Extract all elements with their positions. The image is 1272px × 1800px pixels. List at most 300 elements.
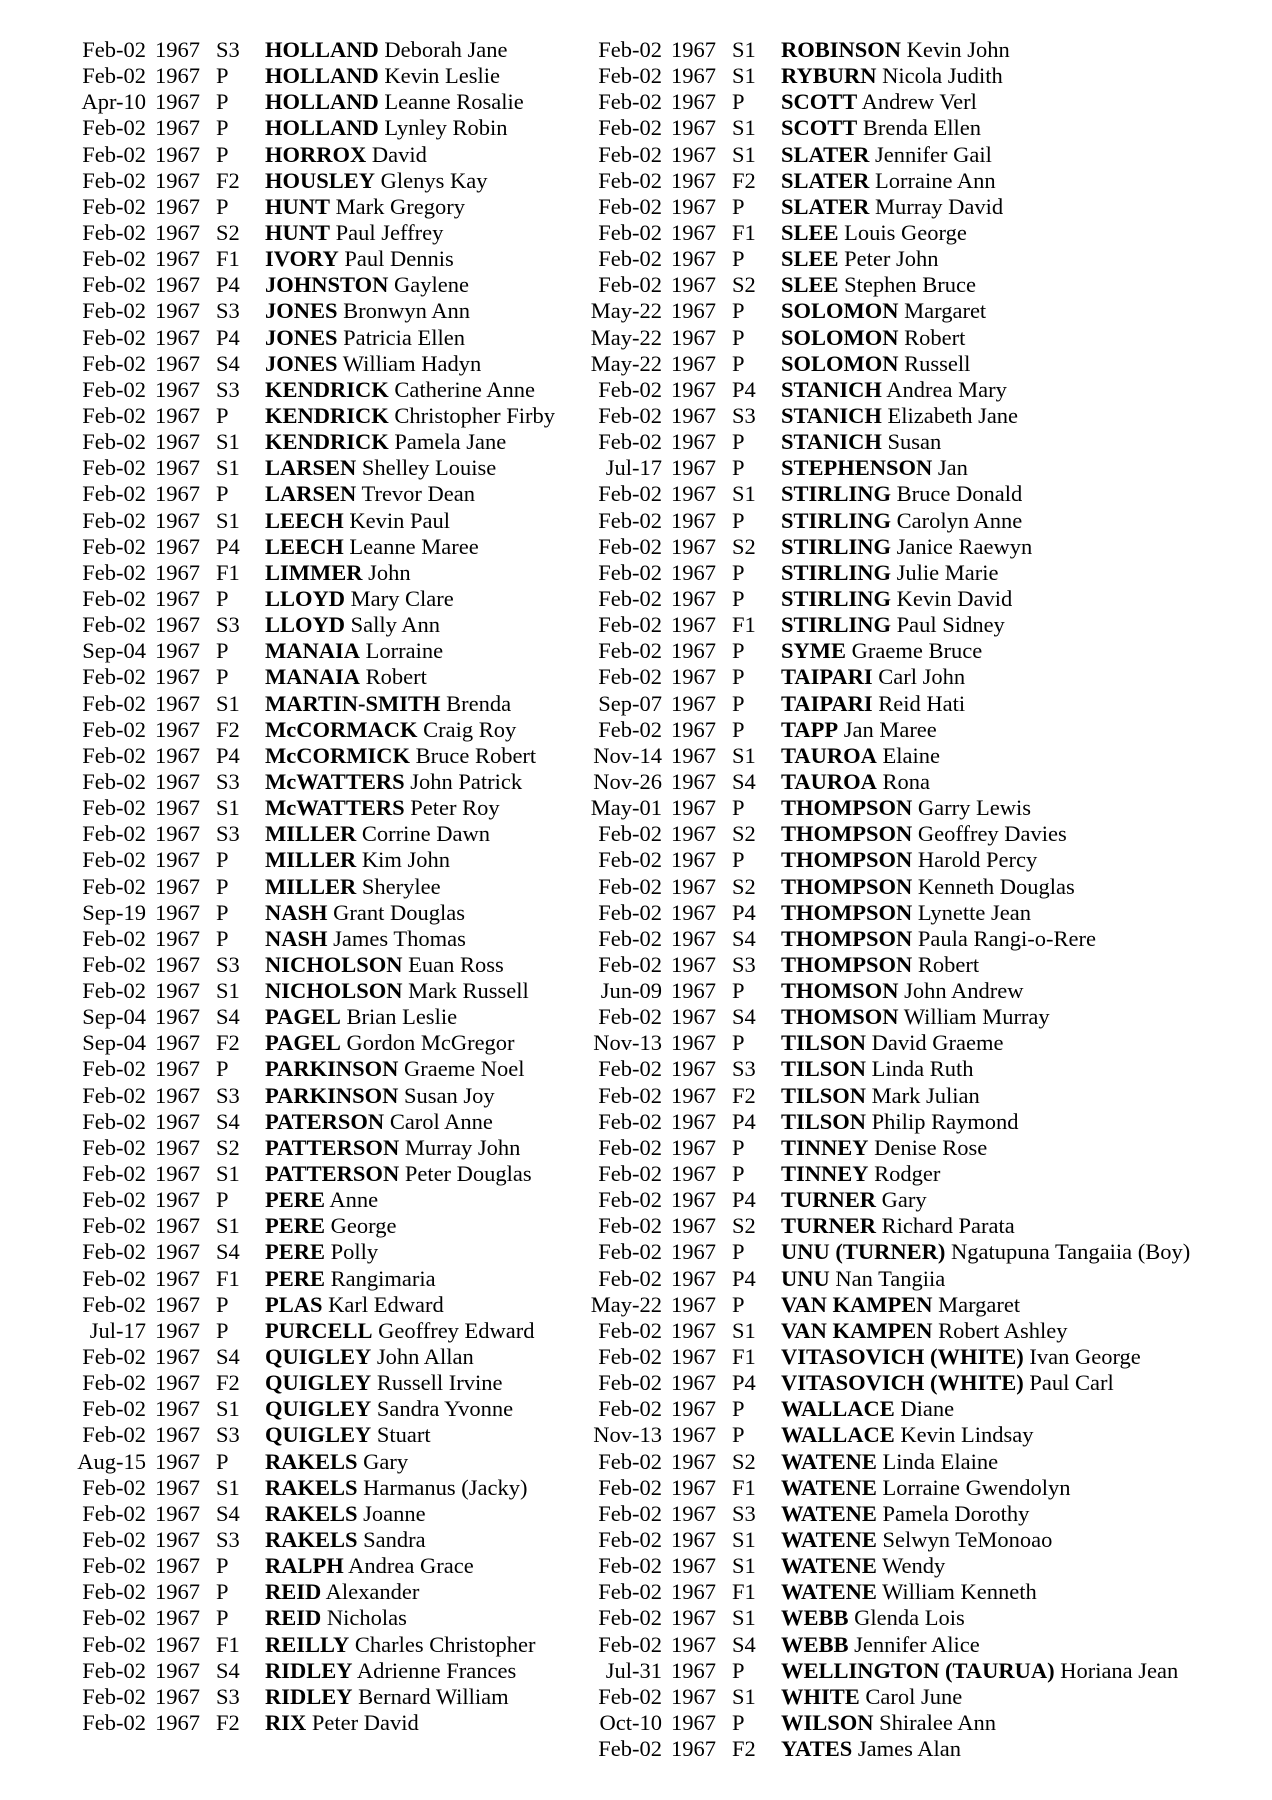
entry-date: Feb-02 <box>82 533 146 559</box>
entry-name <box>265 1344 474 1370</box>
entry-date: Feb-02 <box>82 1422 146 1448</box>
entry-surname: RAKELS <box>265 1527 358 1553</box>
entry-given-names: Sally Ann <box>350 612 441 638</box>
entry-class: S1 <box>732 37 756 62</box>
entry-name <box>265 115 508 141</box>
entry-class: S1 <box>216 507 240 533</box>
entry-year: 1967 <box>155 429 200 455</box>
entry-year: 1967 <box>155 1553 200 1579</box>
entry-name <box>265 63 500 89</box>
entry-given-names: Gary <box>363 1448 409 1474</box>
entry-date: Feb-02 <box>598 167 662 193</box>
entry-year: 1967 <box>155 1056 200 1082</box>
entry-class: F2 <box>216 1710 240 1735</box>
entry-class: S3 <box>732 402 756 428</box>
entry-name <box>265 246 454 272</box>
entry-year: 1967 <box>671 141 716 167</box>
entry-name <box>265 1239 378 1265</box>
entry-date: Feb-02 <box>598 141 662 167</box>
entry-class: P <box>732 350 745 376</box>
entry-given-names: Murray David <box>875 193 1004 219</box>
entry-year: 1967 <box>155 376 200 402</box>
entry-class: P <box>732 193 745 219</box>
entry-surname: WATENE <box>781 1474 877 1500</box>
entry-name <box>781 691 965 717</box>
entry-given-names: Kim John <box>361 847 451 873</box>
entry-surname: STEPHENSON <box>781 455 933 481</box>
entry-given-names: Peter Douglas <box>404 1161 532 1187</box>
entry-given-names: Kenneth Douglas <box>917 873 1075 899</box>
entry-given-names: Geoffrey Davies <box>917 821 1067 847</box>
entry-class: S1 <box>216 795 240 821</box>
entry-class: P <box>216 585 229 611</box>
entry-surname: MANAIA <box>265 664 360 690</box>
entry-year: 1967 <box>671 1710 716 1735</box>
entry-given-names: William Hadyn <box>342 350 482 376</box>
entry-name <box>265 298 470 324</box>
entry-year: 1967 <box>671 1030 716 1056</box>
entry-date: Feb-02 <box>598 1239 662 1265</box>
entry-year: 1967 <box>671 37 716 62</box>
entry-given-names: Euan Ross <box>408 951 504 977</box>
entry-name <box>265 847 450 873</box>
entry-surname: THOMPSON <box>781 951 913 977</box>
entry-class: P <box>216 1553 229 1579</box>
entry-surname: WHITE <box>781 1683 860 1709</box>
entry-year: 1967 <box>671 89 716 115</box>
entry-given-names: Robert <box>904 324 966 350</box>
entry-year: 1967 <box>671 1265 716 1291</box>
entry-surname: HORROX <box>265 141 367 167</box>
entry-class: S2 <box>732 533 756 559</box>
entry-name <box>781 1318 1067 1344</box>
entry-year: 1967 <box>155 899 200 925</box>
entry-year: 1967 <box>155 821 200 847</box>
entry-name <box>781 325 965 351</box>
entry-class: P <box>732 664 745 690</box>
entry-name <box>781 1161 940 1187</box>
entry-name <box>781 900 1031 926</box>
entry-year: 1967 <box>155 350 200 376</box>
entry-class: P <box>216 115 229 141</box>
entry-year: 1967 <box>671 664 716 690</box>
entry-surname: VAN KAMPEN <box>781 1291 933 1317</box>
entry-given-names: Catherine Anne <box>394 376 535 402</box>
entry-year: 1967 <box>671 742 716 768</box>
entry-class: S1 <box>216 429 240 455</box>
entry-surname: RIDLEY <box>265 1683 353 1709</box>
entry-given-names: Robert <box>917 951 980 977</box>
entry-year: 1967 <box>155 455 200 481</box>
entry-given-names: Sandra <box>363 1527 426 1553</box>
entry-date: Jul-31 <box>605 1657 662 1683</box>
entry-surname: JONES <box>265 298 338 324</box>
entry-name <box>265 1083 495 1109</box>
entry-date: Jul-17 <box>89 1317 146 1343</box>
entry-given-names: Janice Raewyn <box>896 533 1033 559</box>
entry-date: Feb-02 <box>598 1500 662 1526</box>
entry-year: 1967 <box>671 951 716 977</box>
entry-class: S3 <box>216 298 240 324</box>
entry-class: S4 <box>732 925 756 951</box>
entry-surname: WELLINGTON (TAURUA) <box>781 1657 1055 1683</box>
entry-surname: PATTERSON <box>265 1161 400 1187</box>
entry-class: S1 <box>732 63 756 89</box>
entry-name <box>781 37 1010 63</box>
entry-given-names: Robert Ashley <box>938 1317 1068 1343</box>
entry-class: S3 <box>732 1056 756 1082</box>
entry-name <box>781 272 976 298</box>
entry-class: S1 <box>732 1683 756 1709</box>
entry-name <box>781 1710 996 1736</box>
entry-date: Feb-02 <box>82 167 146 193</box>
entry-name <box>265 1449 408 1475</box>
entry-class: P <box>216 1579 229 1605</box>
entry-name <box>265 1161 532 1187</box>
entry-name <box>781 1422 1034 1448</box>
entry-surname: PURCELL <box>265 1317 373 1343</box>
entry-surname: STIRLING <box>781 585 892 611</box>
entry-class: S3 <box>216 37 240 62</box>
entry-class: F2 <box>732 1082 756 1108</box>
entry-year: 1967 <box>671 1213 716 1239</box>
entry-name <box>781 1004 1050 1030</box>
entry-surname: THOMPSON <box>781 899 913 925</box>
entry-date: Feb-02 <box>82 1683 146 1709</box>
entry-class: S3 <box>216 612 240 638</box>
entry-year: 1967 <box>671 1605 716 1631</box>
entry-given-names: Jennifer Gail <box>875 141 992 167</box>
entry-date: Feb-02 <box>598 246 662 272</box>
entry-year: 1967 <box>671 1187 716 1213</box>
entry-date: Sep-07 <box>598 690 662 716</box>
entry-date: Feb-02 <box>598 1527 662 1553</box>
entry-name <box>265 272 469 298</box>
entry-name <box>265 37 507 63</box>
entry-name <box>781 795 1031 821</box>
entry-surname: RAKELS <box>265 1500 358 1526</box>
entry-name <box>781 926 1096 952</box>
entry-year: 1967 <box>671 1082 716 1108</box>
entry-name <box>265 1605 407 1631</box>
entry-year: 1967 <box>671 768 716 794</box>
entry-date: May-22 <box>590 324 662 350</box>
entry-year: 1967 <box>155 1370 200 1396</box>
entry-surname: McWATTERS <box>265 768 405 794</box>
entry-surname: TINNEY <box>781 1161 869 1187</box>
entry-name <box>781 1135 987 1161</box>
entry-surname: MILLER <box>265 873 357 899</box>
entry-year: 1967 <box>671 1527 716 1553</box>
entry-year: 1967 <box>155 1134 200 1160</box>
entry-date: Feb-02 <box>82 1579 146 1605</box>
entry-class: S1 <box>732 742 756 768</box>
entry-surname: WALLACE <box>781 1396 895 1422</box>
entry-date: Feb-02 <box>82 193 146 219</box>
entry-year: 1967 <box>671 429 716 455</box>
entry-class: P <box>732 795 745 821</box>
entry-class: F1 <box>216 559 240 585</box>
entry-surname: SOLOMON <box>781 350 899 376</box>
entry-year: 1967 <box>155 1108 200 1134</box>
entry-given-names: Paula Rangi-o-Rere <box>917 925 1096 951</box>
entry-name <box>265 142 427 168</box>
entry-date: Jul-17 <box>605 455 662 481</box>
entry-date: Feb-02 <box>598 899 662 925</box>
entry-given-names: Julie Marie <box>896 559 999 585</box>
entry-name <box>781 89 977 115</box>
entry-class: S1 <box>216 978 240 1004</box>
entry-date: Feb-02 <box>598 1344 662 1370</box>
entry-name <box>781 115 981 141</box>
entry-surname: STIRLING <box>781 559 892 585</box>
entry-name <box>781 351 970 377</box>
entry-class: S2 <box>732 1448 756 1474</box>
entry-given-names: Kevin David <box>896 585 1013 611</box>
entry-year: 1967 <box>671 690 716 716</box>
entry-name <box>265 952 504 978</box>
entry-name <box>265 508 450 534</box>
entry-name <box>265 1370 503 1396</box>
entry-date: Feb-02 <box>598 1187 662 1213</box>
entry-date: Feb-02 <box>82 455 146 481</box>
entry-date: Feb-02 <box>82 768 146 794</box>
entry-year: 1967 <box>671 324 716 350</box>
entry-given-names: Grant Douglas <box>333 899 465 925</box>
entry-given-names: Sandra Yvonne <box>376 1396 514 1422</box>
entry-date: Feb-02 <box>598 1579 662 1605</box>
entry-given-names: Bruce Donald <box>896 481 1023 507</box>
entry-given-names: Trevor Dean <box>361 481 476 507</box>
entry-class: F2 <box>732 167 756 193</box>
entry-surname: TILSON <box>781 1030 867 1056</box>
entry-year: 1967 <box>155 272 200 298</box>
entry-date: Feb-02 <box>82 612 146 638</box>
entry-year: 1967 <box>155 1579 200 1605</box>
entry-given-names: David <box>371 141 427 167</box>
entry-surname: STIRLING <box>781 612 892 638</box>
entry-class: P <box>216 925 229 951</box>
entry-class: P <box>732 1710 745 1735</box>
entry-date: Feb-02 <box>82 1344 146 1370</box>
entry-year: 1967 <box>671 1422 716 1448</box>
entry-class: S1 <box>732 1317 756 1343</box>
entry-year: 1967 <box>155 847 200 873</box>
entry-name <box>781 1213 1015 1239</box>
entry-class: S2 <box>216 219 240 245</box>
entry-surname: THOMPSON <box>781 821 913 847</box>
entry-date: Feb-02 <box>82 115 146 141</box>
entry-given-names: Rangimaria <box>330 1265 436 1291</box>
entry-given-names: Linda Elaine <box>882 1448 999 1474</box>
entry-surname: QUIGLEY <box>265 1344 372 1370</box>
entry-class: S3 <box>216 1422 240 1448</box>
entry-given-names: Wendy <box>882 1553 946 1579</box>
entry-given-names: Charles Christopher <box>354 1631 536 1657</box>
entry-surname: VITASOVICH (WHITE) <box>781 1344 1024 1370</box>
entry-year: 1967 <box>671 507 716 533</box>
entry-name <box>781 1527 1052 1553</box>
entry-date: Feb-02 <box>82 1291 146 1317</box>
entry-name <box>265 586 454 612</box>
entry-year: 1967 <box>671 1553 716 1579</box>
entry-date: Feb-02 <box>82 1370 146 1396</box>
entry-class: P <box>216 1291 229 1317</box>
entry-year: 1967 <box>671 1683 716 1709</box>
entry-name <box>265 220 443 246</box>
entry-name <box>781 194 1003 220</box>
entry-class: P <box>732 1422 745 1448</box>
entry-date: Feb-02 <box>598 1631 662 1657</box>
entry-class: S1 <box>216 1213 240 1239</box>
entry-surname: PATTERSON <box>265 1134 400 1160</box>
entry-date: Feb-02 <box>82 559 146 585</box>
entry-year: 1967 <box>155 1448 200 1474</box>
entry-year: 1967 <box>671 1291 716 1317</box>
entry-class: P <box>216 873 229 899</box>
entry-year: 1967 <box>155 1030 200 1056</box>
entry-name <box>781 1187 927 1213</box>
entry-class: S1 <box>216 455 240 481</box>
entry-name <box>781 1632 980 1658</box>
entry-date: Feb-02 <box>82 402 146 428</box>
entry-date: Feb-02 <box>598 1736 662 1762</box>
entry-name <box>265 1684 509 1710</box>
entry-surname: PLAS <box>265 1291 323 1317</box>
entry-surname: PAGEL <box>265 1004 341 1030</box>
entry-name <box>265 1527 426 1553</box>
entry-year: 1967 <box>671 115 716 141</box>
entry-class: F1 <box>732 1474 756 1500</box>
entry-class: P4 <box>732 1187 756 1213</box>
entry-name <box>781 1449 998 1475</box>
entry-surname: HUNT <box>265 219 331 245</box>
entry-date: Feb-02 <box>82 795 146 821</box>
entry-class: P4 <box>216 272 240 298</box>
entry-given-names: Lorraine Ann <box>875 167 996 193</box>
entry-year: 1967 <box>671 1344 716 1370</box>
entry-name <box>781 664 965 690</box>
entry-year: 1967 <box>155 402 200 428</box>
entry-class: P <box>216 193 229 219</box>
entry-year: 1967 <box>155 559 200 585</box>
entry-surname: IVORY <box>265 246 339 272</box>
entry-given-names: Elizabeth Jane <box>887 402 1019 428</box>
entry-class: P4 <box>216 533 240 559</box>
entry-class: S4 <box>216 1004 240 1030</box>
entry-year: 1967 <box>671 873 716 899</box>
entry-year: 1967 <box>155 1396 200 1422</box>
entry-surname: PERE <box>265 1265 326 1291</box>
entry-year: 1967 <box>155 873 200 899</box>
entry-surname: TURNER <box>781 1187 877 1213</box>
entry-year: 1967 <box>671 1239 716 1265</box>
entry-date: Feb-02 <box>598 1448 662 1474</box>
entry-name <box>265 1396 513 1422</box>
entry-name <box>781 952 979 978</box>
entry-class: P <box>732 1134 745 1160</box>
entry-class: P <box>732 847 745 873</box>
entry-name <box>781 847 1037 873</box>
entry-date: Feb-02 <box>598 37 662 62</box>
entry-date: Feb-02 <box>82 1396 146 1422</box>
entry-year: 1967 <box>155 585 200 611</box>
entry-given-names: Leanne Rosalie <box>384 89 524 115</box>
entry-class: S1 <box>732 115 756 141</box>
entry-year: 1967 <box>155 481 200 507</box>
entry-date: Feb-02 <box>598 559 662 585</box>
entry-name <box>781 1109 1019 1135</box>
entry-given-names: Paul Sidney <box>896 612 1005 638</box>
entry-date: Feb-02 <box>82 481 146 507</box>
entry-date: Feb-02 <box>82 690 146 716</box>
entry-year: 1967 <box>671 167 716 193</box>
entry-surname: PERE <box>265 1213 326 1239</box>
entry-year: 1967 <box>671 847 716 873</box>
entry-surname: WEBB <box>781 1605 849 1631</box>
entry-year: 1967 <box>155 63 200 89</box>
entry-date: Feb-02 <box>82 1657 146 1683</box>
entry-class: P <box>732 1291 745 1317</box>
entry-name <box>265 978 529 1004</box>
entry-name <box>265 795 500 821</box>
entry-surname: MILLER <box>265 847 357 873</box>
entry-surname: TAIPARI <box>781 664 873 690</box>
entry-given-names: Nan Tangiia <box>835 1265 946 1291</box>
entry-date: Feb-02 <box>598 664 662 690</box>
entry-class: P <box>216 481 229 507</box>
entry-given-names: Richard Parata <box>881 1213 1015 1239</box>
entry-given-names: William Murray <box>903 1004 1050 1030</box>
entry-year: 1967 <box>155 795 200 821</box>
entry-class: S2 <box>732 1213 756 1239</box>
entry-class: F2 <box>216 1370 240 1396</box>
entry-given-names: Adrienne Frances <box>356 1657 517 1683</box>
entry-year: 1967 <box>671 1056 716 1082</box>
entry-year: 1967 <box>671 585 716 611</box>
entry-given-names: Nicola Judith <box>882 63 1003 89</box>
entry-name <box>265 1553 474 1579</box>
entry-surname: HOLLAND <box>265 89 379 115</box>
entry-date: May-22 <box>590 298 662 324</box>
entry-given-names: Stephen Bruce <box>844 272 977 298</box>
entry-date: Feb-02 <box>82 1474 146 1500</box>
entry-name <box>781 1396 954 1422</box>
entry-class: S4 <box>216 1108 240 1134</box>
entry-given-names: Patricia Ellen <box>343 324 465 350</box>
entry-name <box>265 1030 515 1056</box>
entry-given-names: Leanne Maree <box>349 533 479 559</box>
entry-date: Feb-02 <box>82 1056 146 1082</box>
entry-class: S2 <box>216 1134 240 1160</box>
entry-year: 1967 <box>155 1683 200 1709</box>
entry-given-names: Lorraine Gwendolyn <box>882 1474 1071 1500</box>
entry-class: F2 <box>216 716 240 742</box>
entry-name <box>781 743 940 769</box>
entry-name <box>265 1475 527 1501</box>
entry-date: Feb-02 <box>82 1239 146 1265</box>
entry-class: P <box>732 1657 745 1683</box>
entry-given-names: Jan Maree <box>843 716 937 742</box>
entry-name <box>265 1579 419 1605</box>
entry-surname: HOLLAND <box>265 63 379 89</box>
entry-year: 1967 <box>671 1317 716 1343</box>
entry-name <box>781 1501 1029 1527</box>
entry-surname: LIMMER <box>265 559 363 585</box>
entry-class: S1 <box>216 690 240 716</box>
entry-class: S1 <box>216 1396 240 1422</box>
entry-date: Feb-02 <box>82 742 146 768</box>
